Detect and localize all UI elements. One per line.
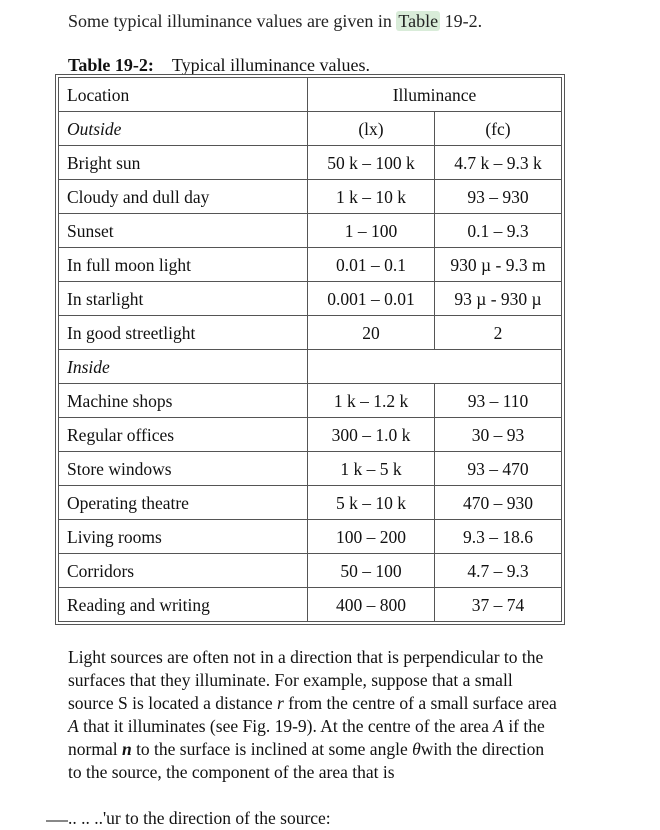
section-outside: Outside [59, 112, 308, 146]
cell-fc: 9.3 – 18.6 [435, 520, 562, 554]
cell-fc: 93 – 470 [435, 452, 562, 486]
cell-lx: 1 – 100 [308, 214, 435, 248]
symbol-normal-n: n [121, 739, 132, 759]
table-row [59, 486, 562, 520]
cell-lx: 50 k – 100 k [308, 146, 435, 180]
illuminance-table [58, 77, 562, 622]
cell-location: Operating theatre [59, 486, 308, 520]
symbol-area-A: A [493, 716, 504, 736]
cell-lx: 5 k – 10 k [308, 486, 435, 520]
cell-fc: 930 µ - 9.3 m [435, 248, 562, 282]
paragraph-text: if the normal [68, 716, 545, 759]
section-inside-empty [308, 350, 562, 384]
cell-lx: 20 [308, 316, 435, 350]
table-row [59, 146, 562, 180]
table-row [59, 180, 562, 214]
section-inside: Inside [59, 350, 308, 384]
cell-lx: 0.001 – 0.01 [308, 282, 435, 316]
symbol-theta: θ [412, 739, 421, 759]
cell-location: Reading and writing [59, 588, 308, 622]
unit-lx: (lx) [308, 112, 435, 146]
cell-lx: 100 – 200 [308, 520, 435, 554]
paragraph-text: to the surface is inclined at some angle [131, 739, 413, 759]
cell-location: In good streetlight [59, 316, 308, 350]
intro-text: Some typical illuminance values are given in [68, 11, 397, 31]
cell-fc: 2 [435, 316, 562, 350]
header-illuminance: Illuminance [308, 78, 562, 112]
cell-location: Machine shops [59, 384, 308, 418]
cell-location: Regular offices [59, 418, 308, 452]
table-row [59, 316, 562, 350]
cell-location: Living rooms [59, 520, 308, 554]
cell-lx: 0.01 – 0.1 [308, 248, 435, 282]
page-edge-mark [46, 820, 68, 822]
table-units-row [59, 112, 562, 146]
cell-fc: 93 – 110 [435, 384, 562, 418]
cell-location: Store windows [59, 452, 308, 486]
cut-off-line: .. .. ..'ur to the direction of the source: [68, 808, 331, 828]
cell-location: Bright sun [59, 146, 308, 180]
cell-fc: 37 – 74 [435, 588, 562, 622]
header-location: Location [59, 78, 308, 112]
cell-lx: 400 – 800 [308, 588, 435, 622]
unit-fc: (fc) [435, 112, 562, 146]
cell-fc: 4.7 – 9.3 [435, 554, 562, 588]
cell-location: In starlight [59, 282, 308, 316]
cell-lx: 50 – 100 [308, 554, 435, 588]
table-row [59, 384, 562, 418]
table-row [59, 452, 562, 486]
table-row [59, 520, 562, 554]
paragraph-text: from the centre of a small surface area [283, 693, 557, 713]
cell-fc: 470 – 930 [435, 486, 562, 520]
cell-fc: 0.1 – 9.3 [435, 214, 562, 248]
table-row [59, 248, 562, 282]
cell-lx: 1 k – 5 k [308, 452, 435, 486]
paragraph-text: Light sources are often not in a direction that is perpendicular to the surfaces that they illuminate. For example, suppose that a small source S is located a distance [68, 647, 544, 713]
body-paragraph [68, 646, 558, 784]
cell-location: Corridors [59, 554, 308, 588]
symbol-area-A: A [68, 716, 79, 736]
cell-location: Sunset [59, 214, 308, 248]
paragraph-text: that it illuminates (see Fig. 19-9). At the centre of the area [78, 716, 494, 736]
table-caption-text: Typical illuminance values. [171, 55, 371, 75]
table-row [59, 282, 562, 316]
cell-location: In full moon light [59, 248, 308, 282]
table-row [59, 214, 562, 248]
table-reference-link[interactable]: Table [398, 11, 439, 31]
table-row [59, 418, 562, 452]
cell-lx: 1 k – 10 k [308, 180, 435, 214]
intro-text-end: 19-2. [440, 11, 483, 31]
cell-lx: 1 k – 1.2 k [308, 384, 435, 418]
table-header-row [59, 78, 562, 112]
table-section-row [59, 350, 562, 384]
table-row [59, 588, 562, 622]
table-caption [68, 53, 370, 77]
cell-fc: 93 µ - 930 µ [435, 282, 562, 316]
cell-fc: 93 – 930 [435, 180, 562, 214]
table-row [59, 554, 562, 588]
intro-sentence [68, 8, 482, 34]
symbol-r: r [276, 693, 284, 713]
cell-lx: 300 – 1.0 k [308, 418, 435, 452]
cell-location: Cloudy and dull day [59, 180, 308, 214]
table-caption-label: Table 19-2: [68, 55, 154, 75]
paragraph-text: with the direction to the source, the component of the area that is [68, 739, 545, 782]
cell-fc: 30 – 93 [435, 418, 562, 452]
cell-fc: 4.7 k – 9.3 k [435, 146, 562, 180]
